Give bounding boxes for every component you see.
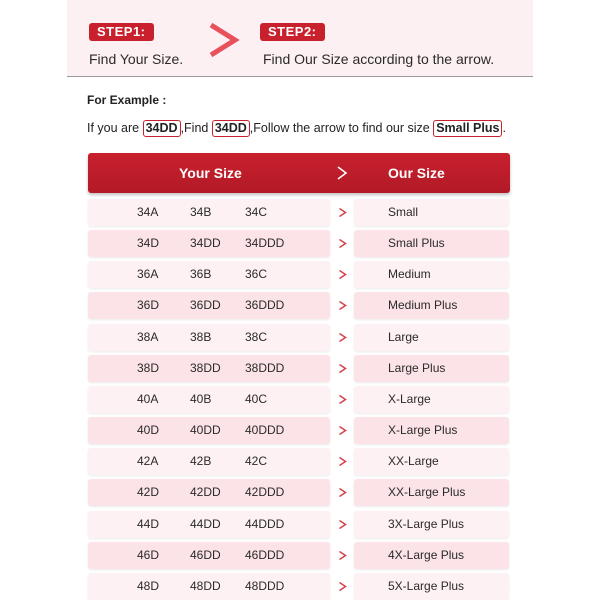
- our-size: Medium: [388, 267, 431, 282]
- your-size-cell: [88, 511, 330, 538]
- chevron-right-icon: [338, 300, 347, 311]
- our-size: 5X-Large Plus: [388, 578, 465, 593]
- our-size: Large Plus: [388, 360, 446, 375]
- steps-header: [67, 0, 533, 77]
- size-c: 38C: [245, 329, 268, 344]
- your-size-cell: [88, 355, 330, 382]
- table-row: [0, 355, 600, 382]
- our-size-cell: [354, 199, 509, 226]
- our-size-cell: [354, 386, 509, 413]
- size-b: 34DD: [190, 236, 221, 251]
- your-size-cell: [88, 199, 330, 226]
- size-c: 34C: [245, 205, 268, 219]
- your-size-cell: [88, 417, 330, 444]
- our-size: Small Plus: [388, 236, 445, 251]
- step1-badge: STEP1:: [89, 23, 154, 41]
- our-size-cell: [354, 355, 509, 382]
- step2-badge: STEP2:: [260, 23, 325, 41]
- example-label: For Example :: [87, 93, 167, 107]
- size-a: 48D: [137, 578, 160, 593]
- chevron-right-icon: [338, 332, 347, 343]
- your-size-cell: [88, 324, 330, 351]
- example-period: .: [502, 121, 506, 135]
- size-a: 42A: [137, 454, 159, 469]
- our-size: X-Large Plus: [388, 423, 458, 438]
- size-c: 42DDD: [245, 485, 285, 500]
- example-prefix: If you are: [87, 121, 143, 135]
- header-our-size: Our Size: [388, 165, 445, 181]
- table-row: [0, 479, 600, 506]
- size-a: 34A: [137, 205, 159, 219]
- our-size-cell: [354, 542, 509, 569]
- our-size-cell: [354, 479, 509, 506]
- size-c: 38DDD: [245, 360, 285, 375]
- size-c: 36C: [245, 267, 268, 282]
- table-row: [0, 542, 600, 569]
- table-row: [0, 448, 600, 475]
- our-size-cell: [354, 573, 509, 600]
- our-size: XX-Large: [388, 454, 439, 469]
- our-size: Small: [388, 205, 419, 219]
- step1-text: Find Your Size.: [89, 51, 184, 67]
- size-a: 46D: [137, 547, 160, 562]
- table-row: [0, 386, 600, 413]
- size-b: 46DD: [190, 547, 221, 562]
- chevron-right-icon: [338, 363, 347, 374]
- size-a: 38A: [137, 329, 159, 344]
- table-row: [0, 261, 600, 288]
- chevron-right-icon: [338, 394, 347, 405]
- size-c: 40C: [245, 391, 268, 406]
- table-row: [0, 199, 600, 226]
- chevron-right-icon: [338, 519, 347, 530]
- your-size-cell: [88, 230, 330, 257]
- table-row: [0, 324, 600, 351]
- your-size-cell: [88, 261, 330, 288]
- step2-text: Find Our Size according to the arrow.: [263, 51, 495, 67]
- table-row: [0, 292, 600, 319]
- your-size-cell: [88, 542, 330, 569]
- size-a: 34D: [137, 236, 160, 251]
- chevron-right-icon: [338, 207, 347, 218]
- your-size-cell: [88, 292, 330, 319]
- our-size-cell: [354, 448, 509, 475]
- size-b: 36DD: [190, 298, 221, 313]
- table-row: [0, 511, 600, 538]
- chevron-right-icon: [207, 22, 241, 58]
- size-c: 34DDD: [245, 236, 285, 251]
- size-b: 40DD: [190, 423, 221, 438]
- your-size-cell: [88, 386, 330, 413]
- size-a: 44D: [137, 516, 160, 531]
- size-b: 38DD: [190, 360, 221, 375]
- example-result: Small Plus: [433, 120, 502, 137]
- chevron-right-icon: [338, 581, 347, 592]
- size-c: 42C: [245, 454, 268, 469]
- header-your-size: Your Size: [179, 165, 242, 181]
- chevron-right-icon: [338, 425, 347, 436]
- size-a: 40D: [137, 423, 160, 438]
- chevron-right-icon: [338, 269, 347, 280]
- your-size-cell: [88, 479, 330, 506]
- size-b: 42DD: [190, 485, 221, 500]
- size-c: 46DDD: [245, 547, 285, 562]
- header-chevron-right-icon: [336, 165, 348, 181]
- table-row: [0, 417, 600, 444]
- size-a: 36A: [137, 267, 159, 282]
- our-size: Large: [388, 329, 419, 344]
- size-c: 44DDD: [245, 516, 285, 531]
- our-size: 4X-Large Plus: [388, 547, 465, 562]
- our-size: X-Large: [388, 391, 431, 406]
- size-b: 36B: [190, 267, 212, 282]
- chevron-right-icon: [338, 487, 347, 498]
- our-size: XX-Large Plus: [388, 485, 466, 500]
- our-size-cell: [354, 230, 509, 257]
- size-c: 36DDD: [245, 298, 285, 313]
- our-size-cell: [354, 292, 509, 319]
- size-c: 40DDD: [245, 423, 285, 438]
- our-size: 3X-Large Plus: [388, 516, 465, 531]
- table-row: [0, 230, 600, 257]
- size-b: 48DD: [190, 578, 221, 593]
- your-size-cell: [88, 573, 330, 600]
- example-line: [87, 120, 506, 137]
- size-a: 40A: [137, 391, 159, 406]
- size-c: 48DDD: [245, 578, 285, 593]
- chevron-right-icon: [338, 550, 347, 561]
- size-b: 42B: [190, 454, 212, 469]
- size-a: 36D: [137, 298, 160, 313]
- chevron-right-icon: [338, 238, 347, 249]
- size-b: 34B: [190, 205, 212, 219]
- size-b: 40B: [190, 391, 212, 406]
- example-find: ,Find: [180, 121, 212, 135]
- example-follow: ,Follow the arrow to find our size: [249, 121, 434, 135]
- our-size-cell: [354, 511, 509, 538]
- our-size: Medium Plus: [388, 298, 458, 313]
- table-row: [0, 573, 600, 600]
- our-size-cell: [354, 417, 509, 444]
- size-b: 38B: [190, 329, 212, 344]
- chevron-right-icon: [338, 456, 347, 467]
- your-size-cell: [88, 448, 330, 475]
- example-size2: 34DD: [212, 120, 250, 137]
- our-size-cell: [354, 261, 509, 288]
- size-a: 42D: [137, 485, 160, 500]
- size-table-header: [88, 153, 510, 193]
- size-b: 44DD: [190, 516, 221, 531]
- our-size-cell: [354, 324, 509, 351]
- size-a: 38D: [137, 360, 160, 375]
- example-size1: 34DD: [143, 120, 181, 137]
